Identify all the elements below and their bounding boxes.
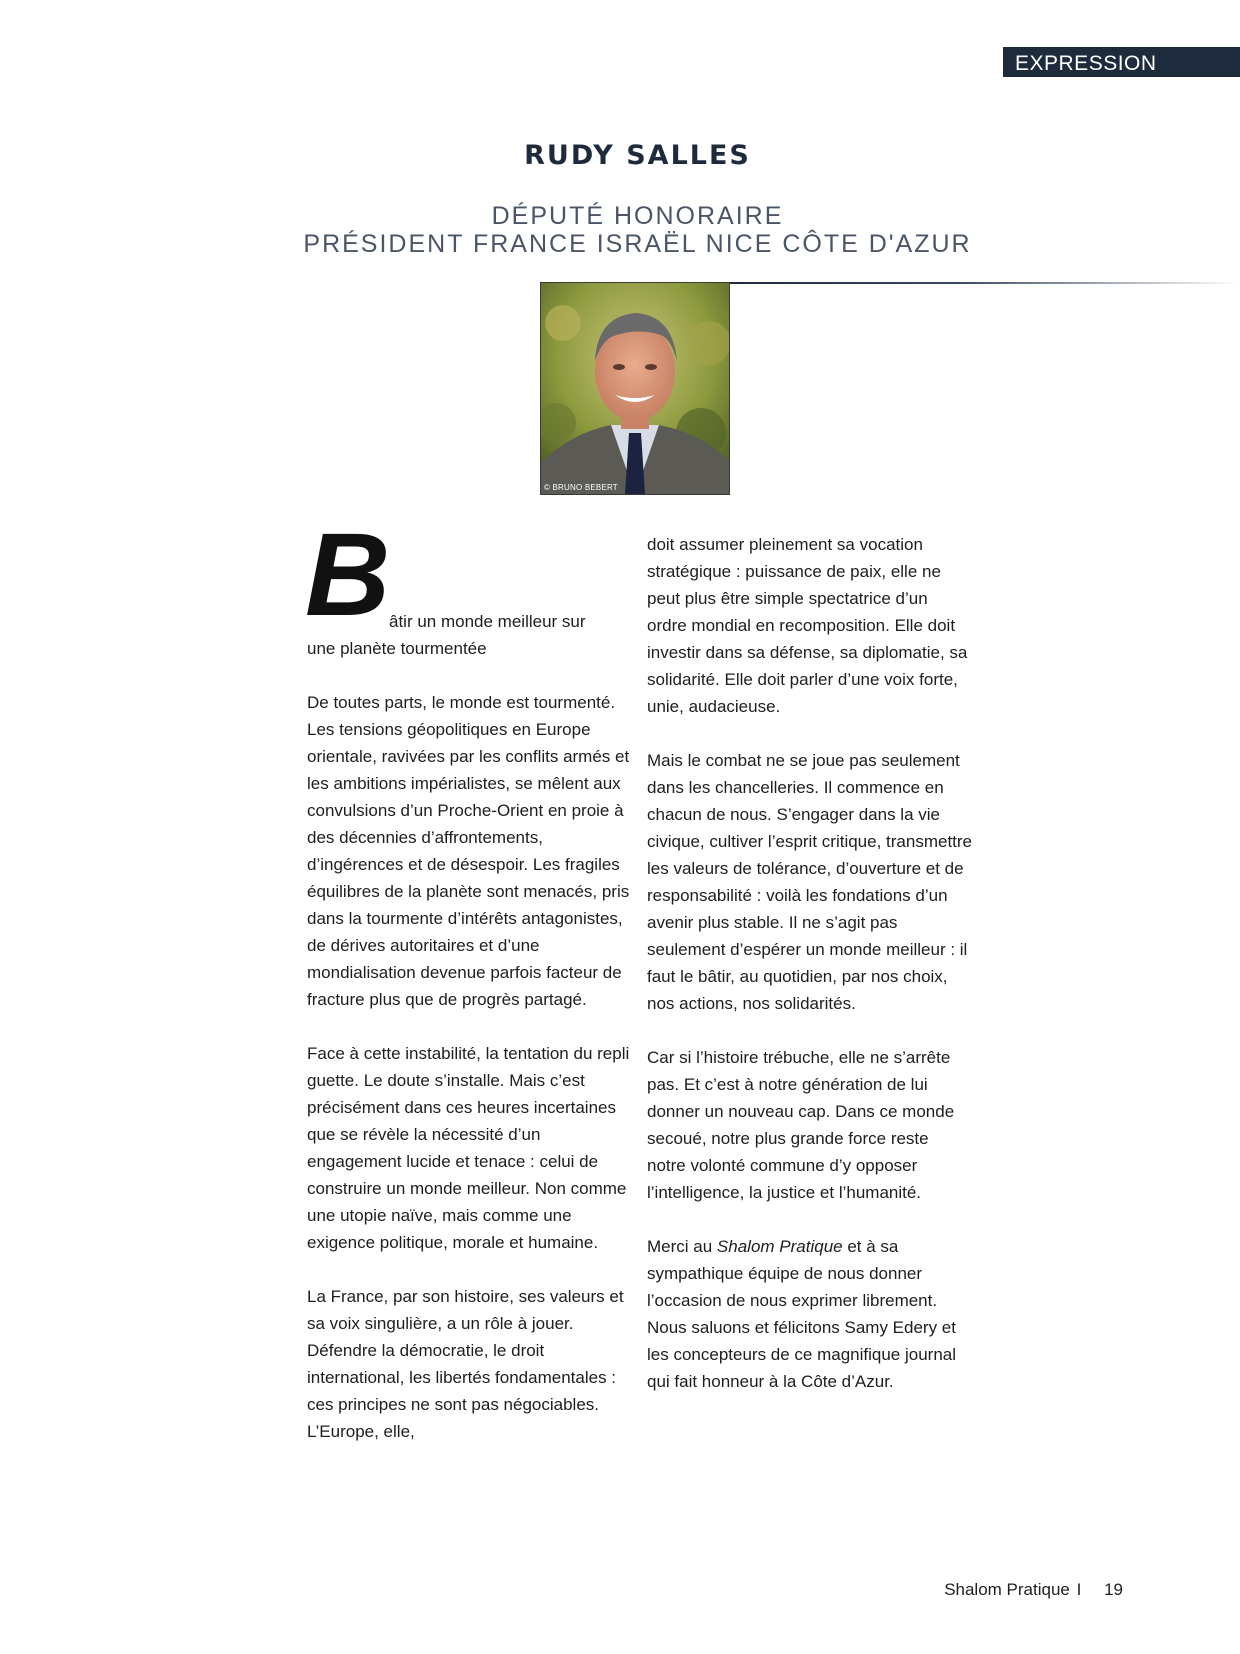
publication-name: Shalom Pratique bbox=[944, 1580, 1070, 1599]
article-intro bbox=[305, 509, 637, 662]
article-column-left bbox=[305, 509, 637, 1472]
article-column-right bbox=[647, 531, 972, 1422]
page-number: 19 bbox=[1104, 1580, 1123, 1599]
closing-text-start: Merci au bbox=[647, 1237, 717, 1256]
paragraph: De toutes parts, le monde est tourmenté. Les tensions géopolitiques en Europe orientale, ravivées par les conflits armés et les ambitions impérialistes, se mêlent aux convulsions d’un Proche-Orient en proie à des décennies d’affrontements, d’ingérences et de désespoir. Les fragiles équilibres de la planète sont menacés, pris dans la tourmente d’intérêts antagonistes, de dérives autoritaires et d’une mondialisation devenue parfois facteur de fracture plus que de progrès partagé. bbox=[307, 693, 630, 1009]
author-name: RUDY SALLES bbox=[524, 140, 751, 171]
section-tag: EXPRESSION bbox=[1003, 47, 1240, 77]
page-footer bbox=[944, 1580, 1123, 1600]
paragraph: La France, par son histoire, ses valeurs et sa voix singulière, a un rôle à jouer. Défendre la démocratie, le droit international, les libertés fondamentales : ces principes ne sont pas négociables. L’Europe, elle, bbox=[307, 1287, 624, 1441]
decorative-rule bbox=[728, 282, 1240, 284]
paragraph: Car si l’histoire trébuche, elle ne s’arrête pas. Et c’est à notre génération de lui donner un nouveau cap. Dans ce monde secoué, notre plus grande force reste notre volonté commune d’y opposer l’intelligence, la justice et l’humanité. bbox=[647, 1048, 955, 1202]
intro-text: âtir un monde meilleur sur bbox=[389, 612, 586, 631]
footer-separator: I bbox=[1076, 1580, 1082, 1599]
photo-credit: © BRUNO BEBERT bbox=[544, 483, 618, 492]
dropcap-letter: B bbox=[305, 509, 391, 641]
intro-text-line2: une planète tourmentée bbox=[307, 639, 487, 658]
author-title-line2: PRÉSIDENT FRANCE ISRAËL NICE CÔTE D'AZUR bbox=[303, 230, 972, 258]
paragraph: Face à cette instabilité, la tentation du repli guette. Le doute s’installe. Mais c’est précisément dans ces heures incertaines que se révèle la nécessité d’un engagement lucide et tenace : celui de construire un monde meilleur. Non comme une utopie naïve, mais comme une exigence politique, morale et humaine. bbox=[307, 1044, 630, 1252]
paragraph: Mais le combat ne se joue pas seulement dans les chancelleries. Il commence en chacun de nous. S’engager dans la vie civique, cultiver l’esprit critique, transmettre les valeurs de tolérance, d’ouverture et de responsabilité : voilà les fondations d’un avenir plus stable. Il ne s’agit pas seulement d’espérer un monde meilleur : il faut le bâtir, au quotidien, par nos choix, nos actions, nos solidarités. bbox=[647, 751, 973, 1013]
publication-mention: Shalom Pratique bbox=[716, 1237, 843, 1256]
closing-paragraph bbox=[647, 1233, 972, 1395]
author-photo bbox=[540, 282, 730, 495]
author-title-line1: DÉPUTÉ HONORAIRE bbox=[491, 202, 784, 230]
paragraph: doit assumer pleinement sa vocation stratégique : puissance de paix, elle ne peut plus être simple spectatrice d’un ordre mondial en recomposition. Elle doit investir dans sa défense, sa diplomatie, sa solidarité. Elle doit parler d’une voix forte, unie, audacieuse. bbox=[647, 535, 968, 716]
closing-text-end: et à sa sympathique équipe de nous donner l’occasion de nous exprimer librement. Nous saluons et félicitons Samy Edery et les concepteurs de ce magnifique journal qui fait honneur à la Côte d’Azur. bbox=[647, 1237, 957, 1391]
